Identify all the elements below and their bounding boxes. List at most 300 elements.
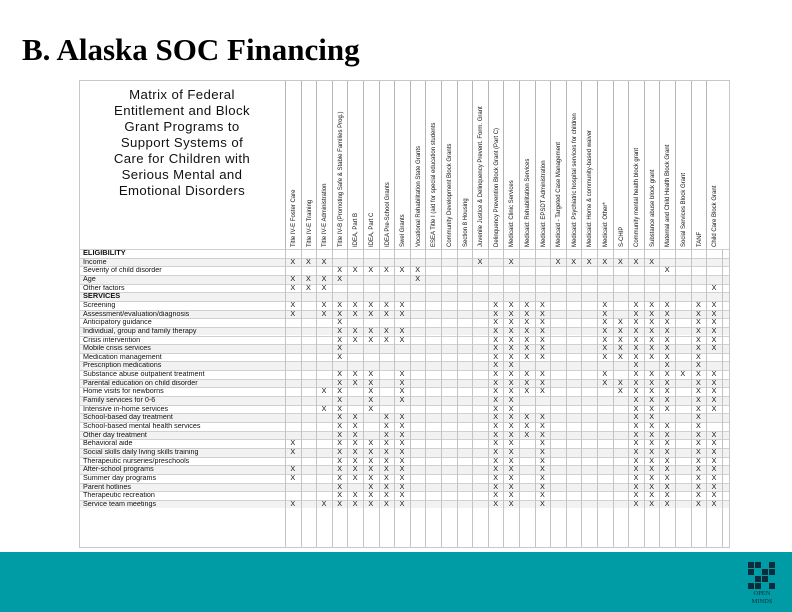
matrix-cell-mark: X [664,421,670,430]
matrix-cell-mark: X [695,438,701,448]
grid-line [80,379,730,380]
matrix-cell-mark: X [368,299,374,309]
matrix-cell-mark: X [680,369,686,379]
matrix-cell-mark: X [290,438,296,448]
matrix-cell-mark: X [539,317,545,327]
column-header-label: Medicaid: EPSDT Administration [540,160,547,247]
grid-line [597,249,598,548]
matrix-cell-mark: X [508,299,514,309]
column-header-label: Delinquency Prevention Block Grant (Part C) [493,127,500,247]
matrix-cell-mark: X [711,490,717,500]
matrix-cell-mark: X [337,421,342,430]
matrix-cell-mark: X [539,464,545,474]
matrix-cell-mark: X [399,446,405,456]
matrix-cell-mark: X [508,325,514,335]
column-header-label: Juvenile Justice & Delinquency Prevent. Form. Grant [478,106,485,247]
matrix-cell-mark: X [508,334,514,344]
row-label: Home visits for newborns [83,386,164,396]
column-header-label: Title IV-E Foster Care [291,189,297,247]
matrix-title [84,87,280,199]
matrix-cell-mark: X [508,490,514,500]
row-label: After-school programs [83,464,154,474]
matrix-cell-mark: X [617,334,623,344]
matrix-cell-mark: X [352,464,358,474]
matrix-cell-mark: X [633,490,639,500]
matrix-cell-mark: X [711,446,717,456]
matrix-cell-mark: X [352,421,358,430]
matrix-cell-mark: X [649,377,654,387]
matrix-cell-mark: X [352,369,358,379]
column-header-label: Community mental health block grant [634,147,641,247]
matrix-cell-mark: X [664,334,670,344]
matrix-cell-mark: X [633,472,639,482]
matrix-cell-mark: X [695,360,701,370]
matrix-cell-mark: X [664,265,670,275]
matrix-cell-mark: X [368,308,374,318]
matrix-cell-mark: X [602,377,608,387]
matrix-cell-mark: X [664,377,670,387]
matrix-cell-mark: X [524,299,530,309]
matrix-cell-mark: X [352,438,358,448]
matrix-cell-mark: X [649,455,654,465]
matrix-cell-mark: X [649,490,654,500]
grid-line [566,249,567,548]
grid-line [80,361,730,362]
matrix-cell-mark: X [649,403,654,413]
column-header [691,81,707,249]
matrix-cell-mark: X [695,386,701,396]
matrix-cell-mark: X [399,421,405,430]
matrix-cell-mark: X [352,498,358,508]
table-row [80,396,730,405]
matrix-title-line: Care for Children with [113,151,251,166]
matrix-cell-mark: X [290,282,296,292]
row-label: Other factors [83,282,125,292]
matrix-cell-mark: X [368,377,374,387]
matrix-cell-mark: X [337,481,342,491]
column-header [566,81,582,249]
matrix-cell-mark: X [321,299,327,309]
matrix-cell-mark: X [602,299,608,309]
matrix-cell-mark: X [695,334,701,344]
matrix-cell-mark: X [539,421,545,430]
matrix-cell-mark: X [368,395,374,405]
column-header [597,81,613,249]
column-header-label: Community Development Block Grants [447,143,453,247]
matrix-cell-mark: X [399,455,405,465]
matrix-cell-mark: X [617,343,623,353]
matrix-cell-mark: X [633,351,639,361]
column-header [394,81,410,249]
matrix-cell-mark: X [524,317,530,327]
matrix-cell-mark: X [493,343,498,353]
matrix-cell-mark: X [602,308,608,318]
matrix-cell-mark: X [664,317,670,327]
matrix-cell-mark: X [539,472,545,482]
matrix-cell-mark: X [649,369,654,379]
matrix-cell-mark: X [493,317,498,327]
grid-line [394,249,395,548]
matrix-cell-mark: X [383,464,389,474]
matrix-cell-mark: X [337,438,342,448]
column-header [457,81,473,249]
matrix-cell-mark: X [383,299,389,309]
matrix-cell-mark: X [649,317,654,327]
matrix-cell-mark: X [539,299,545,309]
column-header-label: Maternal and Child Health Block Grant [665,144,672,247]
grid-line [80,344,730,345]
table-row [80,465,730,474]
matrix-cell-mark: X [711,403,717,413]
matrix-cell-mark: X [649,308,654,318]
matrix-cell-mark: X [664,360,670,370]
matrix-cell-mark: X [337,351,342,361]
matrix-cell-mark: X [711,308,717,318]
matrix-cell-mark: X [602,351,608,361]
matrix-cell-mark: X [352,299,358,309]
matrix-cell-mark: X [539,481,545,491]
matrix-cell-mark: X [664,351,670,361]
row-label: Individual, group and family therapy [83,325,197,335]
grid-line [581,249,582,548]
table-row [80,292,730,301]
column-header-label: Child Care Block Grant [712,185,719,247]
matrix-cell-mark: X [633,308,639,318]
column-header [503,81,519,249]
matrix-cell-mark: X [399,395,405,405]
matrix-cell-mark: X [383,412,389,422]
grid-line [472,249,473,548]
matrix-cell-mark: X [337,490,342,500]
grid-line [80,448,730,449]
grid-line [722,249,723,548]
matrix-cell-mark: X [649,481,654,491]
matrix-cell-mark: X [352,446,358,456]
matrix-cell-mark: X [383,325,389,335]
matrix-cell-mark: X [571,256,576,266]
grid-line [80,249,730,250]
matrix-cell-mark: X [539,308,545,318]
grid-line [80,387,730,388]
matrix-cell-mark: X [664,325,670,335]
matrix-cell-mark: X [399,386,405,396]
column-header-label: ESEA Title I (aid for special education students [431,122,438,247]
matrix-cell-mark: X [664,446,670,456]
matrix-cell-mark: X [524,343,530,353]
matrix-cell-mark: X [290,472,296,482]
matrix-cell-mark: X [508,438,514,448]
table-row [80,457,730,466]
matrix-cell-mark: X [664,369,670,379]
matrix-cell-mark: X [524,351,530,361]
matrix-cell-mark: X [695,481,701,491]
matrix-cell-mark: X [321,282,327,292]
column-header [675,81,691,249]
matrix-cell-mark: X [290,498,296,508]
column-header [379,81,395,249]
row-label: Age [83,273,96,283]
grid-line [80,292,730,293]
matrix-cell-mark: X [649,429,654,439]
matrix-cell-mark: X [695,395,701,405]
column-header [363,81,379,249]
matrix-cell-mark: X [633,317,639,327]
matrix-cell-mark: X [695,325,701,335]
matrix-cell-mark: X [633,464,639,474]
matrix-cell-mark: X [711,395,717,405]
matrix-cell-mark: X [321,273,327,283]
column-header [425,81,441,249]
matrix-cell-mark: X [524,429,530,439]
matrix-cell-mark: X [337,472,342,482]
column-header-label: Title IV-E Training [306,199,313,247]
matrix-cell-mark: X [508,256,514,266]
matrix-cell-mark: X [695,490,701,500]
matrix-cell-mark: X [664,429,670,439]
matrix-cell-mark: X [539,334,545,344]
grid-line [628,249,629,548]
matrix-cell-mark: X [602,343,608,353]
column-header-label: Medicaid: Rehabilitation Services [525,158,531,247]
matrix-cell-mark: X [524,386,530,396]
matrix-cell-mark: X [617,325,623,335]
matrix-cell-mark: X [664,481,670,491]
table-row [80,422,730,431]
matrix-cell-mark: X [368,446,374,456]
matrix-cell-mark: X [290,256,296,266]
matrix-cell-mark: X [399,472,405,482]
matrix-cell-mark: X [493,490,498,500]
matrix-cell-mark: X [399,412,405,422]
row-label: ELIGIBILITY [83,248,126,257]
matrix-cell-mark: X [711,498,717,508]
column-header [535,81,551,249]
grid-line [550,249,551,548]
matrix-cell-mark: X [399,490,405,500]
matrix-cell-mark: X [399,377,405,387]
matrix-cell-mark: X [493,412,498,422]
matrix-cell-mark: X [649,334,654,344]
matrix-cell-mark: X [508,412,514,422]
column-header [706,81,722,249]
column-header-label: Medicaid: Home & community-based waiver [587,129,594,247]
matrix-cell-mark: X [321,256,327,266]
matrix-cell-mark: X [399,308,405,318]
grid-line [644,249,645,548]
matrix-cell-mark: X [399,481,405,491]
matrix-cell-mark: X [711,464,717,474]
matrix-cell-mark: X [695,317,701,327]
matrix-cell-mark: X [633,429,639,439]
column-header-label: Swel Grants [400,214,407,247]
matrix-cell-mark: X [337,395,342,405]
grid-line [80,310,730,311]
row-label: Family services for 0-6 [83,395,156,405]
grid-line [80,370,730,371]
matrix-cell-mark: X [508,343,514,353]
matrix-cell-mark: X [649,412,654,422]
matrix-cell-mark: X [399,498,405,508]
grid-line [535,249,536,548]
matrix-cell-mark: X [695,377,701,387]
row-label: Screening [83,299,116,309]
matrix-cell-mark: X [711,377,717,387]
matrix-cell-mark: X [399,325,405,335]
matrix-cell-mark: X [695,369,701,379]
matrix-cell-mark: X [493,351,498,361]
matrix-cell-mark: X [321,386,327,396]
matrix-cell-mark: X [617,256,623,266]
row-label: Parental education on child disorder [83,377,198,387]
column-header-label: IDEA, Part C [369,212,375,247]
grid-line [425,249,426,548]
row-label: Anticipatory guidance [83,317,152,327]
row-label: Intensive in-home services [83,403,169,413]
matrix-cell-mark: X [555,256,561,266]
matrix-cell-mark: X [493,377,498,387]
grid-line [80,396,730,397]
grid-line [80,336,730,337]
matrix-cell-mark: X [711,325,717,335]
row-label: Medication management [83,351,162,361]
table-row [80,431,730,440]
matrix-cell-mark: X [508,455,514,465]
matrix-cell-mark: X [399,369,405,379]
matrix-cell-mark: X [617,351,623,361]
column-header-label: Section 8 Housing [462,198,469,247]
table-row [80,344,730,353]
matrix-cell-mark: X [368,265,374,275]
row-label: Prescription medications [83,360,162,370]
column-header [550,81,566,249]
matrix-title-line: Support Systems of [120,135,244,150]
grid-line [80,457,730,458]
matrix-cell-mark: X [337,273,342,283]
table-row [80,284,730,293]
matrix-cell-mark: X [493,299,498,309]
matrix-cell-mark: X [539,498,545,508]
grid-line [332,249,333,548]
matrix-cell-mark: X [649,446,654,456]
matrix-cell-mark: X [539,325,545,335]
matrix-cell-mark: X [664,308,670,318]
matrix-cell-mark: X [539,351,545,361]
column-header-label: Vocational Rehabilitation State Grants [415,145,422,247]
grid-line [80,275,730,276]
grid-line [503,249,504,548]
matrix-cell-mark: X [383,421,389,430]
matrix-cell-mark: X [664,472,670,482]
matrix-cell-mark: X [508,429,514,439]
matrix-cell-mark: X [368,490,374,500]
grid-line [488,249,489,548]
matrix-cell-mark: X [337,498,342,508]
row-label: Therapeutic nurseries/preschools [83,455,190,465]
matrix-cell-mark: X [633,481,639,491]
matrix-cell-mark: X [493,395,498,405]
matrix-cell-mark: X [664,490,670,500]
column-header [301,81,317,249]
matrix-cell-mark: X [383,490,389,500]
matrix-cell-mark: X [305,282,311,292]
matrix-cell-mark: X [477,256,483,266]
matrix-cell-mark: X [633,386,639,396]
matrix-cell-mark: X [337,343,342,353]
grid-line [80,327,730,328]
matrix-cell-mark: X [508,360,514,370]
table-row [80,379,730,388]
matrix-cell-mark: X [337,308,342,318]
matrix-cell-mark: X [368,403,374,413]
matrix-cell-mark: X [524,308,530,318]
column-header-label: Social Services Block Grant [681,172,687,247]
matrix-cell-mark: X [493,334,498,344]
matrix-cell-mark: X [383,438,389,448]
matrix-cell-mark: X [524,412,530,422]
matrix-cell-mark: X [508,317,514,327]
table-row [80,500,730,509]
matrix-cell-mark: X [649,351,654,361]
grid-line [675,249,676,548]
matrix-cell-mark: X [399,429,405,439]
grid-line [80,405,730,406]
matrix-cell-mark: X [695,446,701,456]
matrix-cell-mark: X [508,472,514,482]
matrix-cell-mark: X [368,472,374,482]
matrix-cell-mark: X [290,308,296,318]
row-label: Income [83,256,107,266]
matrix-cell-mark: X [633,395,639,405]
matrix-cell-mark: X [539,438,545,448]
column-header-label: IDEA, Part B [353,212,360,247]
matrix-cell-mark: X [493,369,498,379]
matrix-cell-mark: X [649,438,654,448]
matrix-cell-mark: X [524,421,530,430]
logo-grid-icon [748,562,776,589]
column-header-label: Medicaid: Clinic Services [509,180,516,247]
matrix-cell-mark: X [633,360,639,370]
matrix-cell-mark: X [664,455,670,465]
grid-line [80,318,730,319]
logo-text-2: MINDS [751,598,773,605]
column-header [644,81,660,249]
matrix-cell-mark: X [633,446,639,456]
matrix-cell-mark: X [508,481,514,491]
matrix-cell-mark: X [493,446,498,456]
matrix-cell-mark: X [352,472,358,482]
column-header [659,81,675,249]
table-row [80,327,730,336]
matrix-cell-mark: X [695,421,701,430]
matrix-cell-mark: X [508,351,514,361]
matrix-cell-mark: X [305,256,311,266]
matrix-cell-mark: X [633,334,639,344]
matrix-cell-mark: X [664,343,670,353]
matrix-cell-mark: X [695,472,701,482]
matrix-cell-mark: X [539,369,545,379]
matrix-cell-mark: X [633,412,639,422]
matrix-cell-mark: X [321,308,327,318]
column-header [581,81,597,249]
grid-line [363,249,364,548]
matrix-cell-mark: X [617,317,623,327]
matrix-cell-mark: X [649,464,654,474]
row-label: Behavioral aide [83,438,133,448]
grid-line [80,500,730,501]
matrix-cell-mark: X [539,490,545,500]
column-header-label: Medicaid - Targeted Case Management [556,142,563,247]
grid-line [80,465,730,466]
